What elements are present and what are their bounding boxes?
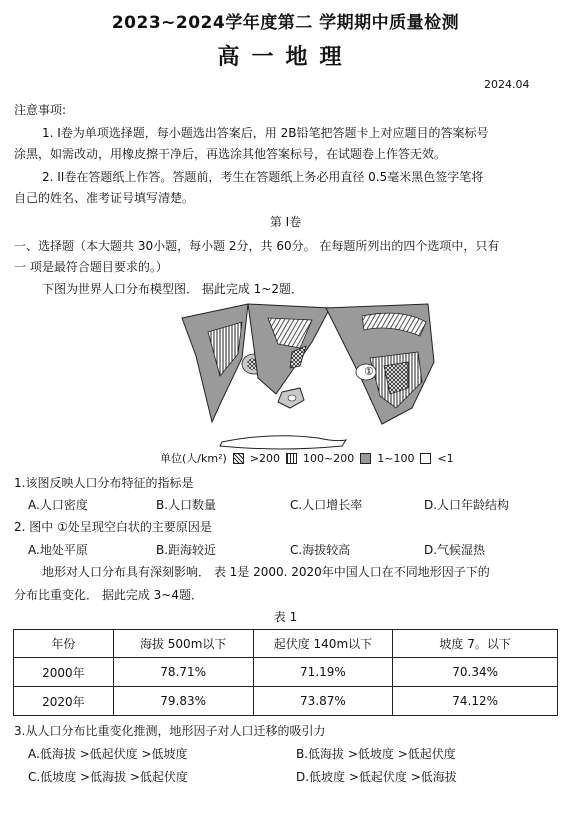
legend-swatch-gray-icon	[360, 453, 371, 464]
table-cell: 73.87%	[253, 687, 393, 716]
question-2-option-c: C.海拔较高	[290, 543, 351, 557]
legend-swatch-blank-icon	[420, 453, 431, 464]
legend-swatch-cross-icon	[233, 453, 244, 464]
question-2-option-d: D.气候湿热	[424, 543, 486, 557]
notice-item-1-line-2: 涂黑，如需改动，用橡皮擦干净后，再选涂其他答案标号，在试题卷上作答无效。	[14, 147, 447, 161]
legend-label-100-200: 100~200	[303, 451, 355, 465]
legend-swatch-hatch-icon	[286, 453, 297, 464]
map-region-americas	[182, 304, 248, 422]
legend-label-lt1: <1	[437, 451, 454, 465]
table-cell: 2020年	[14, 687, 114, 716]
section-intro-line-1: 一、选择题（本大题共 30小题，每小题 2分，共 60分。 在每题所列出的四个选项中，只有	[14, 239, 500, 253]
table-cell: 78.71%	[113, 658, 253, 687]
table-cell: 71.19%	[253, 658, 393, 687]
question-2-option-a: A.地处平原	[28, 543, 88, 557]
map-marker-1: ①	[364, 365, 374, 378]
table-row	[14, 687, 558, 716]
question-1-stem: 1.该图反映人口分布特征的指标是	[14, 476, 194, 490]
map-region-europe-africa	[248, 304, 330, 394]
population-model-map	[150, 296, 440, 468]
table-cell: 2000年	[14, 658, 114, 687]
exam-title: 2023~2024学年度第二 学期期中质量检测	[111, 13, 460, 33]
notice-item-2-line-1: 2. II卷在答题纸上作答。答题前，考生在答题纸上务必用直径 0.5毫米黑色签字笔将	[42, 170, 484, 184]
question-3-option-c: C.低坡度 >低海拔 >低起伏度	[28, 770, 188, 784]
map-intro: 下图为世界人口分布模型图． 据此完成 1~2题．	[42, 282, 303, 296]
question-2-option-b: B.距海较近	[156, 543, 217, 557]
question-3-stem: 3.从人口分布比重变化推测，地形因子对人口迁移的吸引力	[14, 724, 326, 738]
question-3-option-b: B.低海拔 >低坡度 >低起伏度	[296, 747, 456, 761]
map-region-antarctica	[220, 436, 346, 449]
question-3-option-d: D.低坡度 >低起伏度 >低海拔	[296, 770, 457, 784]
table-header-slope: 坡度 7。以下	[393, 630, 558, 658]
question-3-option-a: A.低海拔 >低起伏度 >低坡度	[28, 747, 188, 761]
exam-date: 2024.04	[484, 78, 530, 91]
notice-item-2-line-2: 自己的姓名、准考证号填写清楚。	[14, 191, 195, 205]
legend-label-1-100: 1~100	[377, 451, 415, 465]
table-header-year: 年份	[14, 630, 114, 658]
notice-heading: 注意事项:	[14, 103, 67, 117]
terrain-paragraph-line-1: 地形对人口分布具有深刻影响． 表 1是 2000. 2020年中国人口在不同地形因子下的	[42, 565, 490, 579]
question-1-option-b: B.人口数量	[156, 498, 217, 512]
table-header-relief: 起伏度 140m以下	[253, 630, 393, 658]
table-cell: 79.83%	[113, 687, 253, 716]
terrain-paragraph-line-2: 分布比重变化． 据此完成 3~4题．	[14, 588, 203, 602]
subject-title: 高一地理	[217, 45, 354, 70]
table-cell: 74.12%	[393, 687, 558, 716]
question-1-option-c: C.人口增长率	[290, 498, 363, 512]
table-header-altitude: 海拔 500m以下	[113, 630, 253, 658]
question-1-option-d: D.人口年龄结构	[424, 498, 510, 512]
section-intro-line-2: 一 项是最符合题目要求的。）	[14, 260, 168, 274]
map-legend	[160, 450, 454, 466]
map-figure	[150, 296, 440, 468]
table-header-row	[14, 630, 558, 658]
population-terrain-table	[13, 629, 558, 716]
table-caption: 表 1	[273, 610, 298, 624]
legend-unit: 单位(人/km²)	[160, 452, 227, 465]
table-cell: 70.34%	[393, 658, 558, 687]
question-1-option-a: A.人口密度	[28, 498, 88, 512]
legend-label-gt200: >200	[249, 451, 281, 465]
question-2-stem: 2. 图中 ①处呈现空白状的主要原因是	[14, 520, 212, 534]
section-title: 第 I卷	[269, 215, 302, 229]
table-row	[14, 658, 558, 687]
notice-item-1-line-1: 1. I卷为单项选择题，每小题选出答案后，用 2B铅笔把答题卡上对应题目的答案标号	[42, 126, 489, 140]
